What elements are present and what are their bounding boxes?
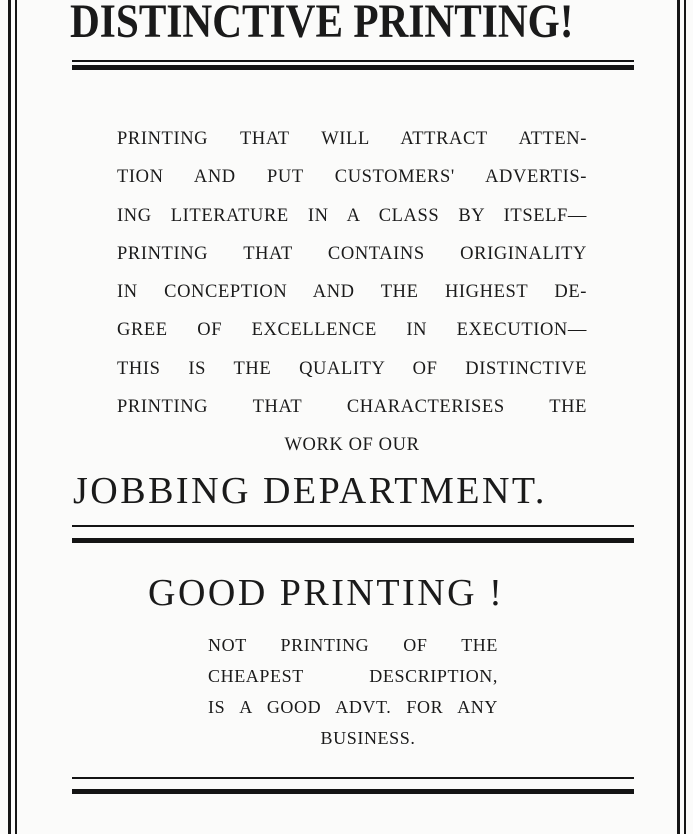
good-line: IS A GOOD ADVT. FOR ANY	[208, 697, 498, 717]
footer-rule-thin	[72, 777, 634, 779]
right-border-rule-outer	[684, 0, 686, 834]
good-line-final: BUSINESS.	[320, 728, 416, 748]
department-rule-thick	[72, 538, 634, 543]
department-heading: JOBBING DEPARTMENT.	[73, 470, 547, 512]
left-border-rule-outer	[8, 0, 11, 834]
body-line-final: WORK OF OUR	[284, 435, 420, 456]
left-border-rule-inner	[15, 0, 17, 834]
good-line: NOT PRINTING OF THE	[208, 635, 498, 655]
good-printing-paragraph	[208, 630, 498, 754]
body-line: GREE OF EXCELLENCE IN EXECUTION—	[117, 320, 587, 341]
body-line: THIS IS THE QUALITY OF DISTINCTIVE	[117, 358, 587, 379]
good-line: CHEAPEST DESCRIPTION,	[208, 666, 498, 686]
headline: DISTINCTIVE PRINTING!	[70, 0, 574, 48]
body-line: PRINTING THAT CONTAINS ORIGINALITY	[117, 243, 587, 264]
right-border-rule-inner	[677, 0, 680, 834]
body-paragraph	[117, 120, 587, 465]
body-line: PRINTING THAT CHARACTERISES THE	[117, 397, 587, 418]
body-line: TION AND PUT CUSTOMERS' ADVERTIS-	[117, 167, 587, 188]
department-rule-thin	[72, 525, 634, 527]
headline-rule-thick	[72, 65, 634, 70]
body-line: PRINTING THAT WILL ATTRACT ATTEN-	[117, 129, 587, 149]
good-printing-heading: GOOD PRINTING !	[148, 572, 505, 614]
body-line: IN CONCEPTION AND THE HIGHEST DE-	[117, 282, 587, 303]
footer-rule-thick	[72, 789, 634, 794]
body-line: ING LITERATURE IN A CLASS BY ITSELF—	[117, 205, 587, 226]
headline-rule-thin	[72, 60, 634, 62]
